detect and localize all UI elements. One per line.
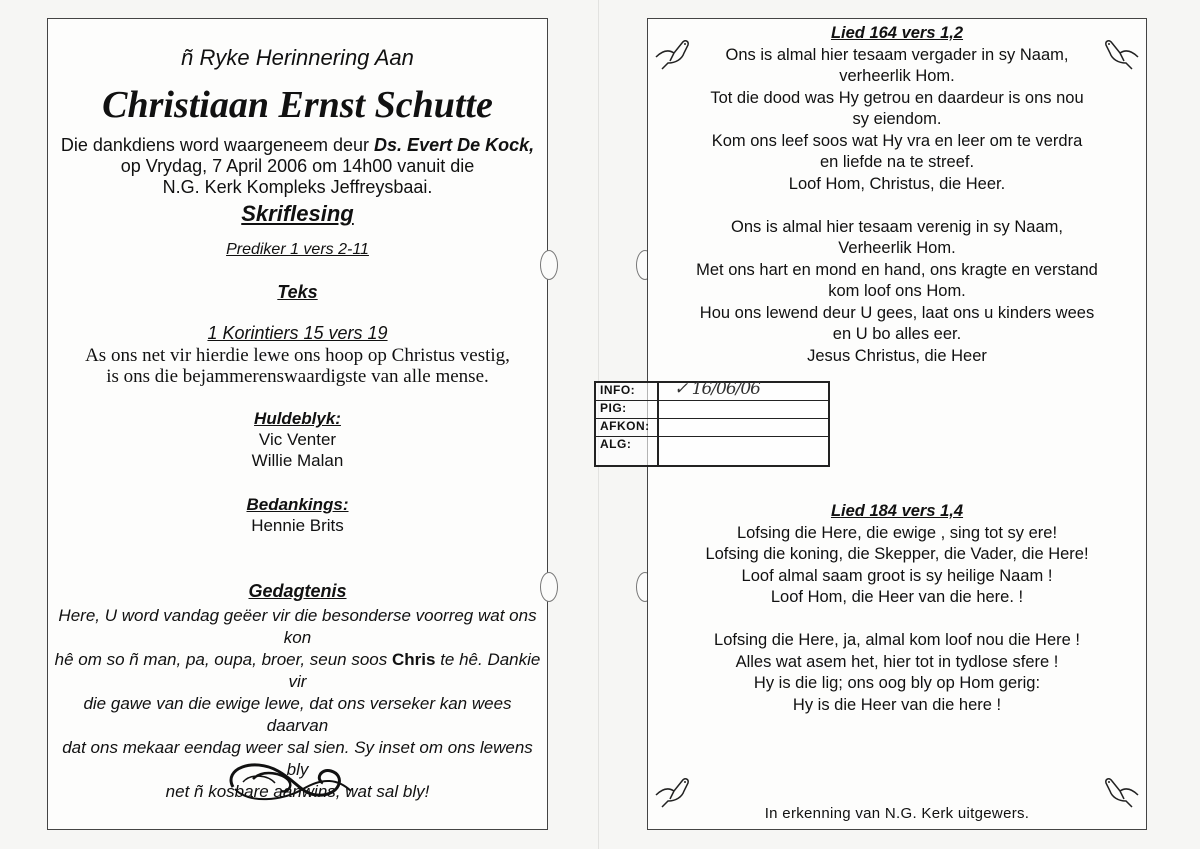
thanks-heading: Bedankings: <box>246 495 349 514</box>
archive-stamp <box>594 381 830 467</box>
tribute-names <box>48 429 547 471</box>
hymn-line: en liefde na te streef. <box>819 153 975 171</box>
hymn-title: Lied 164 vers 1,2 <box>830 24 964 42</box>
service-line-1: Die dankdiens word waargeneem deur Ds. Evert De Kock, <box>60 135 535 155</box>
stamp-label: ALG: <box>600 437 632 451</box>
tribute-heading: Huldeblyk: <box>254 409 341 428</box>
hymn-line: Tot die dood was Hy getrou en daardeur is ons nou <box>710 88 1084 107</box>
binder-hole <box>540 250 558 280</box>
stamp-label: INFO: <box>600 383 636 397</box>
hymn-164 <box>648 23 1146 367</box>
hymn-line: sy eiendom. <box>852 110 942 128</box>
hymn-line: Hou ons lewend deur U gees, laat ons u kinders wees <box>699 303 1095 322</box>
hymn-line: Kom ons leef soos wat Hy vra en leer om te verdra <box>711 131 1083 150</box>
stamp-label: AFKON: <box>600 419 650 433</box>
reading-reference: Prediker 1 vers 2-11 <box>226 241 369 258</box>
verse-line-1: As ons net vir hierdie lewe ons hoop op Christus vestig, <box>85 345 510 366</box>
remembrance-line: Here, U word vandag geëer vir die besonderse voorreg wat ons kon <box>58 606 537 647</box>
reading-heading: Skriflesing <box>241 201 354 226</box>
stamp-row <box>596 379 828 401</box>
hymn-184 <box>648 501 1146 716</box>
service-line-3: N.G. Kerk Kompleks Jeffreysbaai. <box>162 177 433 197</box>
hymn-line: Verheerlik Hom. <box>838 239 956 257</box>
hymn-line: Jesus Christus, die Heer <box>807 346 987 365</box>
acknowledgement: In erkenning van N.G. Kerk uitgewers. <box>764 805 1030 822</box>
left-page <box>47 18 548 830</box>
remembrance-line: hê om so ñ man, pa, oupa, broer, seun soos Chris te hê. Dankie vir <box>54 650 541 691</box>
hymn-line: Loof almal saam groot is sy heilige Naam ! <box>741 566 1053 585</box>
verse-line-2: is ons die bejammerenswaardigste van alle mense. <box>106 366 489 387</box>
hymn-title: Lied 184 vers 1,4 <box>830 502 964 520</box>
tribute-name: Vic Venter <box>258 430 337 449</box>
thanks-name: Hennie Brits <box>251 516 344 535</box>
nickname: Chris <box>392 650 436 669</box>
hymn-line: Met ons hart en mond en hand, ons kragte en verstand <box>696 260 1098 279</box>
hymn-line: Loof Hom, die Heer van die here. ! <box>770 588 1024 606</box>
hymn-line: kom loof ons Hom. <box>828 282 966 300</box>
service-details <box>48 135 547 198</box>
text-reference: 1 Korintiers 15 vers 19 <box>207 323 388 343</box>
verse-text <box>48 345 547 387</box>
hymn-line: Lofsing die Here, die ewige , sing tot sy ere! <box>736 523 1058 542</box>
stamp-label: PIG: <box>600 401 627 415</box>
minister-name: Ds. Evert De Kock, <box>374 135 535 155</box>
stamp-handwritten-date: ✓ 16/06/06 <box>674 379 760 399</box>
hymn-line: verheerlik Hom. <box>839 67 955 85</box>
hymn-line: Hy is die lig; ons oog bly op Hom gerig: <box>753 674 1041 692</box>
text-heading: Teks <box>277 282 318 302</box>
hymn-line: Ons is almal hier tesaam verenig in sy Naam, <box>731 217 1063 236</box>
hymn-line: Alles wat asem het, hier tot in tydlose sfere ! <box>735 652 1059 671</box>
binder-hole <box>540 572 558 602</box>
hymn-line: Loof Hom, Christus, die Heer. <box>788 174 1006 193</box>
remembrance-line: die gawe van die ewige lewe, dat ons verseker kan wees daarvan <box>83 694 512 735</box>
hymn-line: Hy is die Heer van die here ! <box>792 695 1002 714</box>
deceased-name: Christiaan Ernst Schutte <box>102 84 493 126</box>
stamp-row <box>596 419 828 437</box>
remembrance-line: net ñ kosbare aanwins, wat sal bly! <box>165 782 430 801</box>
stamp-row <box>596 437 828 454</box>
remembrance-heading: Gedagtenis <box>248 581 347 601</box>
stamp-row <box>596 401 828 419</box>
service-line-2: op Vrydag, 7 April 2006 om 14h00 vanuit die <box>120 156 475 176</box>
memory-header: ñ Ryke Herinnering Aan <box>181 45 414 70</box>
hymn-line: en U bo alles eer. <box>832 325 962 343</box>
remembrance-line: dat ons mekaar eendag weer sal sien. Sy inset om ons lewens bly <box>62 738 533 779</box>
hymn-line: Ons is almal hier tesaam vergader in sy Naam, <box>725 45 1069 64</box>
swirl-ornament-icon <box>213 749 363 809</box>
hymn-line: Lofsing die koning, die Skepper, die Vader, die Here! <box>705 545 1089 563</box>
tribute-name: Willie Malan <box>251 451 344 470</box>
hymn-line: Lofsing die Here, ja, almal kom loof nou die Here ! <box>714 631 1080 649</box>
